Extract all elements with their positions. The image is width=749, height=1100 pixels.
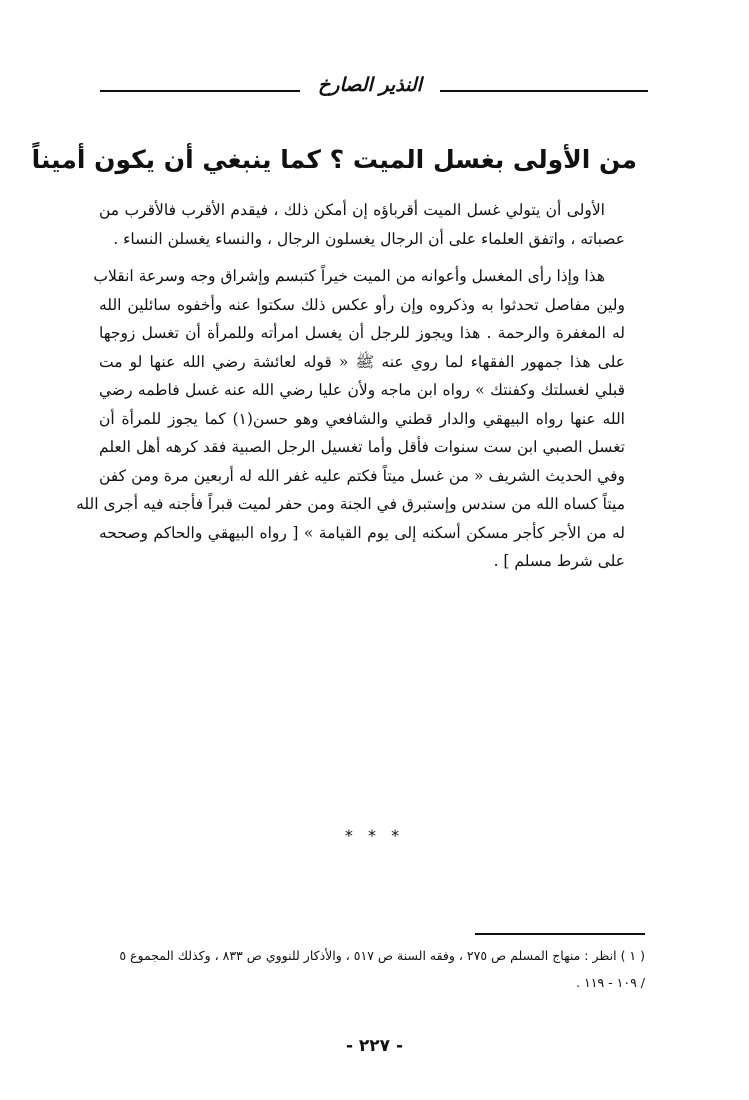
text-line: هذا وإذا رأى المغسل وأعوانه من الميت خيراً كتبسم وإشراق وجه وسرعة انقلاب (93, 267, 605, 285)
text-line: ولين مفاصل تحدثوا به وذكروه وإن رأو عكس ذلك سكتوا عنه وأخفوه سائلين الله (99, 295, 625, 314)
text-line: تغسل الصبي ابن ست سنوات فأقل وأما تغسيل الرجل الصبية فقد كرهه أهل العلم (99, 438, 625, 456)
section-ornament: * * * (344, 826, 405, 845)
footnote-rule (475, 933, 645, 935)
text-line: عصباته ، واتفق العلماء على أن الرجال يغسلون الرجال ، والنساء يغسلن النساء . (113, 229, 625, 248)
text-line: له من الأجر كأجر مسكن أسكنه إلى يوم القيامة » [ رواه البيهقي والحاكم وصححه (99, 523, 625, 542)
paragraph-2 (76, 262, 645, 576)
text-line: قبلي لغسلتك وكفنتك » رواه ابن ماجه ولأن عليا رضي الله عنه غسل فاطمه رضي (99, 381, 625, 399)
page-number: - ٢٢٧ - (345, 1036, 404, 1056)
text-line: له المغفرة والرحمة . هذا ويجوز للرجل أن يغسل امرأته وللمرأة أن تغسل زوجها (99, 324, 625, 342)
header-rule-right (440, 90, 648, 92)
running-header (100, 74, 648, 100)
header-rule-left (100, 90, 300, 92)
paragraph-1 (99, 196, 645, 253)
body-text (76, 196, 645, 576)
footnote-line: ( ١ ) انظر : منهاج المسلم ص ٢٧٥ ، وفقه السنة ص ٥١٧ ، والأذكار للنووي ص ٨٣٣ ، وكذلك المجموع ٥ (119, 948, 645, 963)
text-line: وفي الحديث الشريف « من غسل ميتاً فكتم عليه غفر الله له أربعين مرة ومن كفن (99, 466, 625, 485)
text-line: الله عنها رواه البيهقي والدار قطني والشافعي وهو حسن(١) كما يجوز للمرأة أن (99, 409, 625, 428)
footnote-line: / ١٠٩ - ١١٩ . (576, 975, 645, 990)
running-title: النذير الصارخ (318, 74, 422, 96)
section-title: من الأولى بغسل الميت ؟ كما ينبغي أن يكون أميناً (31, 145, 637, 174)
text-line: ميتاً كساه الله من سندس وإستبرق في الجنة ومن حفر لميت قبراً فأجنه فيه أجرى الله (76, 495, 625, 513)
text-line: الأولى أن يتولي غسل الميت أقرباؤه إن أمكن ذلك ، فيقدم الأقرب فالأقرب من (99, 201, 605, 219)
text-line: على هذا جمهور الفقهاء لما روي عنه ﷺ « قوله لعائشة رضي الله عنها لو مت (99, 352, 625, 371)
text-line: على شرط مسلم ] . (493, 552, 625, 570)
footnote (99, 942, 645, 996)
